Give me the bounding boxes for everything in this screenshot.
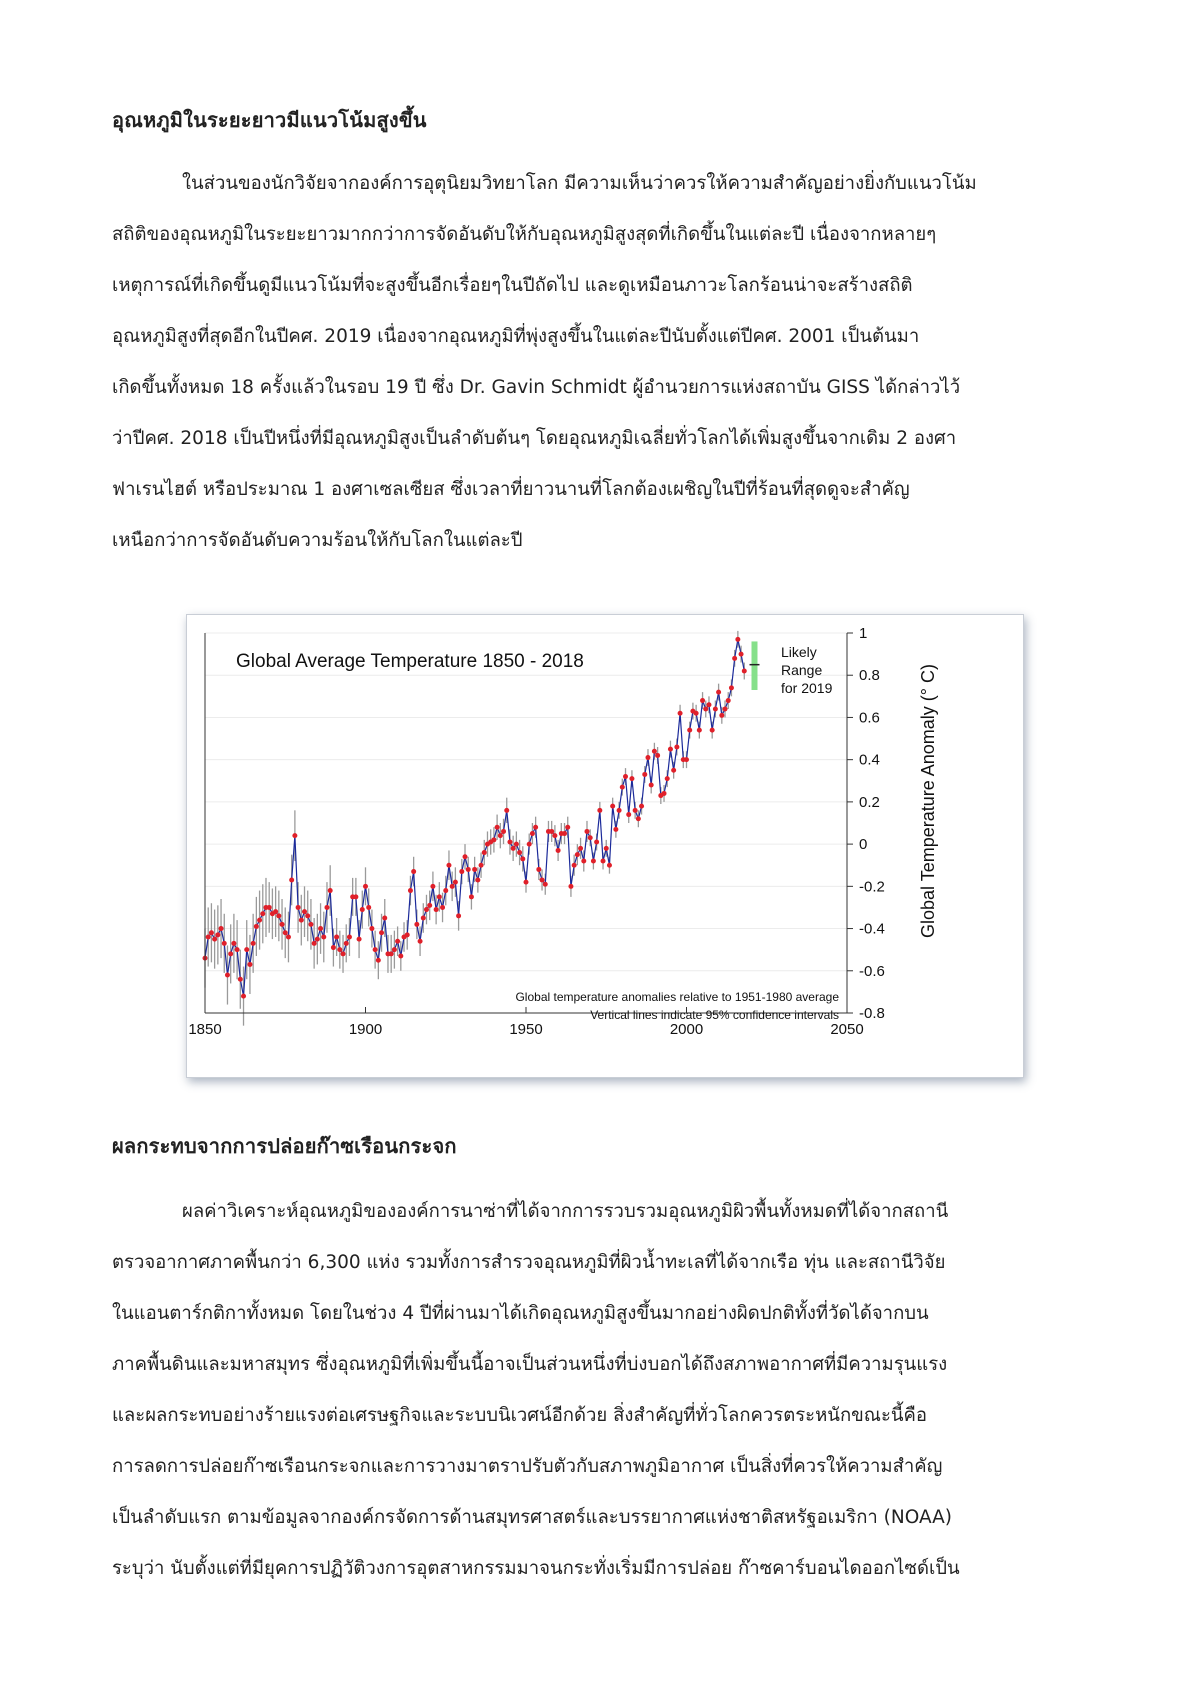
data-point [729, 685, 734, 690]
paragraph-line: ว่าปีคศ. 2018 เป็นปีหนึ่งที่มีอุณหภูมิสูงเป็นลำดับต้นๆ โดยอุณหภูมิเฉลี่ยทั่วโลกได้เพิ่มสูงขึ้นจากเดิม 2 องศา [112, 428, 957, 449]
data-point [482, 850, 487, 855]
chart-title: Global Average Temperature 1850 - 2018 [236, 651, 584, 672]
data-point [379, 930, 384, 935]
data-point [662, 791, 667, 796]
data-point [501, 829, 506, 834]
data-point [244, 947, 249, 952]
data-point [584, 829, 589, 834]
data-point [674, 745, 679, 750]
y-tick-label: -0.8 [859, 1005, 885, 1022]
data-point [225, 973, 230, 978]
data-point [613, 827, 618, 832]
paragraph-line: อุณหภูมิสูงที่สุดอีกในปีคศ. 2019 เนื่องจากอุณหภูมิที่พุ่งสูงขึ้นในแต่ละปีนับตั้งแต่ปีคศ. 2001 เป็นต้นมา [112, 326, 920, 347]
data-point [475, 878, 480, 883]
data-point [543, 882, 548, 887]
data-point [222, 941, 227, 946]
data-point [588, 835, 593, 840]
section-heading: ผลกระทบจากการปล่อยก๊าซเรือนกระจก [112, 1134, 457, 1158]
y-tick-label: -0.2 [859, 878, 885, 896]
data-point [706, 702, 711, 707]
data-point [601, 859, 606, 864]
data-point [398, 954, 403, 959]
data-point [254, 924, 259, 929]
paragraph-line: เหตุการณ์ที่เกิดขึ้นดูมีแนวโน้มที่จะสูงขึ้นอีกเรื่อยๆในปีถัดไป และดูเหมือนภาวะโลกร้อนน่าจะสร้างสถิติ [112, 275, 913, 296]
data-point [373, 947, 378, 952]
data-point [421, 916, 426, 921]
data-point [511, 846, 516, 851]
data-point [414, 922, 419, 927]
data-point [507, 840, 512, 845]
data-point [430, 884, 435, 889]
data-point [337, 947, 342, 952]
data-point [344, 941, 349, 946]
y-tick-label: -0.4 [859, 920, 885, 938]
data-point [645, 755, 650, 760]
data-point [495, 825, 500, 830]
paragraph-line: ฟาเรนไฮต์ หรือประมาณ 1 องศาเซลเซียส ซึ่งเวลาที่ยาวนานที่โลกต้องเผชิญในปีที่ร้อนที่สุดดูจะสำคัญ [112, 479, 910, 500]
data-point [540, 878, 545, 883]
data-point [357, 937, 362, 942]
data-point [418, 939, 423, 944]
data-point [257, 918, 262, 923]
data-point [463, 854, 468, 859]
data-point [735, 637, 740, 642]
data-point [491, 837, 496, 842]
chart-annotation: Vertical lines indicate 95% confidence intervals [590, 1008, 839, 1022]
data-point [280, 922, 285, 927]
data-point [308, 922, 313, 927]
data-point [459, 869, 464, 874]
data-point [341, 951, 346, 956]
y-tick-label: 0 [859, 836, 868, 854]
data-point [719, 713, 724, 718]
data-point [382, 916, 387, 921]
data-point [219, 926, 224, 931]
data-point [296, 905, 301, 910]
data-point [260, 911, 265, 916]
data-point [276, 913, 281, 918]
likely-range-label: Likely [781, 644, 817, 660]
data-point [617, 808, 622, 813]
chart-annotation: Global temperature anomalies relative to 1951-1980 average [515, 990, 839, 1004]
data-point [597, 808, 602, 813]
data-point [678, 711, 683, 716]
data-point [655, 753, 660, 758]
data-point [568, 884, 573, 889]
y-tick-label: 1 [859, 625, 868, 642]
data-point [315, 937, 320, 942]
data-point [305, 913, 310, 918]
data-point [299, 918, 304, 923]
data-point [549, 829, 554, 834]
x-tick-label: 1850 [188, 1021, 222, 1038]
data-point [726, 698, 731, 703]
data-point [235, 947, 240, 952]
data-point [723, 707, 728, 712]
data-point [318, 926, 323, 931]
data-point [604, 846, 609, 851]
x-tick-label: 1950 [509, 1021, 543, 1038]
data-point [620, 785, 625, 790]
data-point [440, 905, 445, 910]
data-point [575, 852, 580, 857]
data-point [215, 932, 220, 937]
temperature-chart [187, 615, 1023, 1077]
data-point [732, 656, 737, 661]
data-point [572, 863, 577, 868]
data-point [504, 808, 509, 813]
data-point [347, 935, 352, 940]
paragraph-line: เป็นลำดับแรก ตามข้อมูลจากองค์กรจัดการด้านสมุทรศาสตร์และบรรยากาศแห่งชาติสหรัฐอเมริกา (NOAA) [112, 1507, 953, 1528]
data-point [369, 926, 374, 931]
temperature-chart-figure [186, 614, 1024, 1078]
data-point [453, 880, 458, 885]
data-point [652, 749, 657, 754]
data-point [206, 935, 211, 940]
x-tick-label: 2000 [669, 1021, 704, 1038]
data-point [533, 825, 538, 830]
data-point [684, 757, 689, 762]
data-point [267, 905, 272, 910]
y-axis-label: Global Temperature Anomaly (° C) [918, 664, 938, 938]
data-point [434, 907, 439, 912]
data-point [629, 776, 634, 781]
paragraph-line: เหนือกว่าการจัดอันดับความร้อนให้กับโลกในแต่ละปี [112, 530, 523, 551]
paragraph-line: ตรวจอากาศภาคพื้นกว่า 6,300 แห่ง รวมทั้งการสำรวจอุณหภูมิที่ผิวน้ำทะเลที่ได้จากเรือ ทุ่น และสถานีวิจัย [112, 1252, 946, 1273]
data-point [331, 945, 336, 950]
data-point [687, 728, 692, 733]
section-heading: อุณหภูมิในระยะยาวมีแนวโน้มสูงขึ้น [112, 108, 427, 132]
data-point [376, 958, 381, 963]
data-point [251, 941, 256, 946]
data-point [514, 842, 519, 847]
data-point [703, 707, 708, 712]
data-point [469, 894, 474, 899]
data-point [472, 867, 477, 872]
likely-range-label: Range [781, 662, 823, 678]
data-point [238, 977, 243, 982]
data-point [520, 856, 525, 861]
data-point [209, 930, 214, 935]
data-point [594, 840, 599, 845]
data-point [607, 863, 612, 868]
y-tick-label: 0.8 [859, 667, 880, 685]
data-point [392, 947, 397, 952]
paragraph-line: เกิดขึ้นทั้งหมด 18 ครั้งแล้วในรอบ 19 ปี ซึ่ง Dr. Gavin Schmidt ผู้อำนวยการแห่งสถาบัน GISS ได้กล่าวไว้ [112, 377, 961, 398]
data-point [312, 941, 317, 946]
data-point [623, 774, 628, 779]
likely-range-bar [751, 641, 757, 690]
y-tick-label: 0.4 [859, 751, 880, 769]
data-point [292, 833, 297, 838]
data-point [353, 894, 358, 899]
data-point [642, 772, 647, 777]
data-point [636, 816, 641, 821]
data-point [694, 711, 699, 716]
data-point [360, 907, 365, 912]
data-point [241, 994, 246, 999]
data-point [671, 768, 676, 773]
data-point [424, 907, 429, 912]
data-point [231, 941, 236, 946]
x-tick-label: 1900 [348, 1021, 383, 1038]
data-point [633, 808, 638, 813]
data-point [456, 913, 461, 918]
data-point [530, 831, 535, 836]
data-point [739, 652, 744, 657]
data-point [450, 884, 455, 889]
data-point [552, 833, 557, 838]
data-point [302, 909, 307, 914]
data-point [742, 669, 747, 674]
x-tick-label: 2050 [830, 1021, 864, 1038]
y-tick-label: 0.2 [859, 793, 880, 811]
data-point [427, 903, 432, 908]
paragraph [112, 1186, 1090, 1594]
data-point [228, 951, 233, 956]
y-tick-label: 0.6 [859, 709, 880, 727]
data-point [289, 878, 294, 883]
data-point [556, 848, 561, 853]
data-point [334, 935, 339, 940]
data-point [273, 909, 278, 914]
paragraph [112, 158, 1090, 566]
data-point [524, 880, 529, 885]
data-point [668, 747, 673, 752]
data-point [366, 905, 371, 910]
paragraph-line: ในแอนตาร์กติกาทั้งหมด โดยในช่วง 4 ปีที่ผ่านมาได้เกิดอุณหภูมิสูงขึ้นมากอย่างผิดปกติทั้งที่วัดได้จากบน [112, 1303, 929, 1324]
paragraph-line: การลดการปล่อยก๊าซเรือนกระจกและการวางมาตราปรับตัวกับสภาพภูมิอากาศ เป็นสิ่งที่ควรให้ความสำคัญ [112, 1456, 943, 1477]
data-point [665, 776, 670, 781]
data-point [562, 831, 567, 836]
data-point [710, 728, 715, 733]
data-point [321, 935, 326, 940]
data-point [591, 859, 596, 864]
data-point [328, 888, 333, 893]
data-point [437, 894, 442, 899]
data-point [405, 932, 410, 937]
data-point [363, 884, 368, 889]
data-point [700, 698, 705, 703]
data-point [517, 850, 522, 855]
data-point [443, 888, 448, 893]
data-point [446, 863, 451, 868]
data-point [395, 939, 400, 944]
data-point [716, 690, 721, 695]
data-point [581, 859, 586, 864]
data-point [649, 783, 654, 788]
data-point [466, 867, 471, 872]
data-point [286, 935, 291, 940]
paragraph-line: และผลกระทบอย่างร้ายแรงต่อเศรษฐกิจและระบบนิเวศน์อีกด้วย สิ่งสำคัญที่ทั่วโลกควรตระหนักขณะนี้คือ [112, 1405, 928, 1426]
paragraph-line: ผลค่าวิเคราะห์อุณหภูมิขององค์การนาซ่าที่ได้จากการรวบรวมอุณหภูมิผิวพื้นทั้งหมดที่ได้จากสถานี [182, 1201, 949, 1222]
data-point [536, 867, 541, 872]
data-point [565, 825, 570, 830]
paragraph-line: ในส่วนของนักวิจัยจากองค์การอุตุนิยมวิทยาโลก มีความเห็นว่าควรให้ความสำคัญอย่างยิ่งกับแนวโน้ม [182, 173, 977, 194]
data-point [411, 869, 416, 874]
data-point [639, 804, 644, 809]
data-point [324, 905, 329, 910]
data-point [527, 842, 532, 847]
data-point [283, 930, 288, 935]
data-point [610, 804, 615, 809]
data-point [479, 863, 484, 868]
data-point [408, 888, 413, 893]
paragraph-line: สถิติของอุณหภูมิในระยะยาวมากกว่าการจัดอันดับให้กับอุณหภูมิสูงสุดที่เกิดขึ้นในแต่ละปี เนื่องจากหลายๆ [112, 224, 937, 245]
data-point [578, 846, 583, 851]
data-point [498, 833, 503, 838]
data-point [626, 812, 631, 817]
paragraph-line: ระบุว่า นับตั้งแต่ที่มียุคการปฏิวัติวงการอุตสาหกรรมมาจนกระทั่งเริ่มมีการปล่อย ก๊าซคาร์บอนไดออกไซด์เป็น [112, 1558, 960, 1579]
paragraph-line: ภาคพื้นดินและมหาสมุทร ซึ่งอุณหภูมิที่เพิ่มขึ้นนี้อาจเป็นส่วนหนึ่งที่บ่งบอกได้ถึงสภาพอากาศที่มีความรุนแรง [112, 1354, 948, 1375]
likely-range-label: for 2019 [781, 680, 833, 696]
data-point [697, 728, 702, 733]
data-point [389, 951, 394, 956]
data-point [713, 707, 718, 712]
data-point [247, 962, 252, 967]
y-tick-label: -0.6 [859, 962, 885, 980]
data-point [212, 937, 217, 942]
